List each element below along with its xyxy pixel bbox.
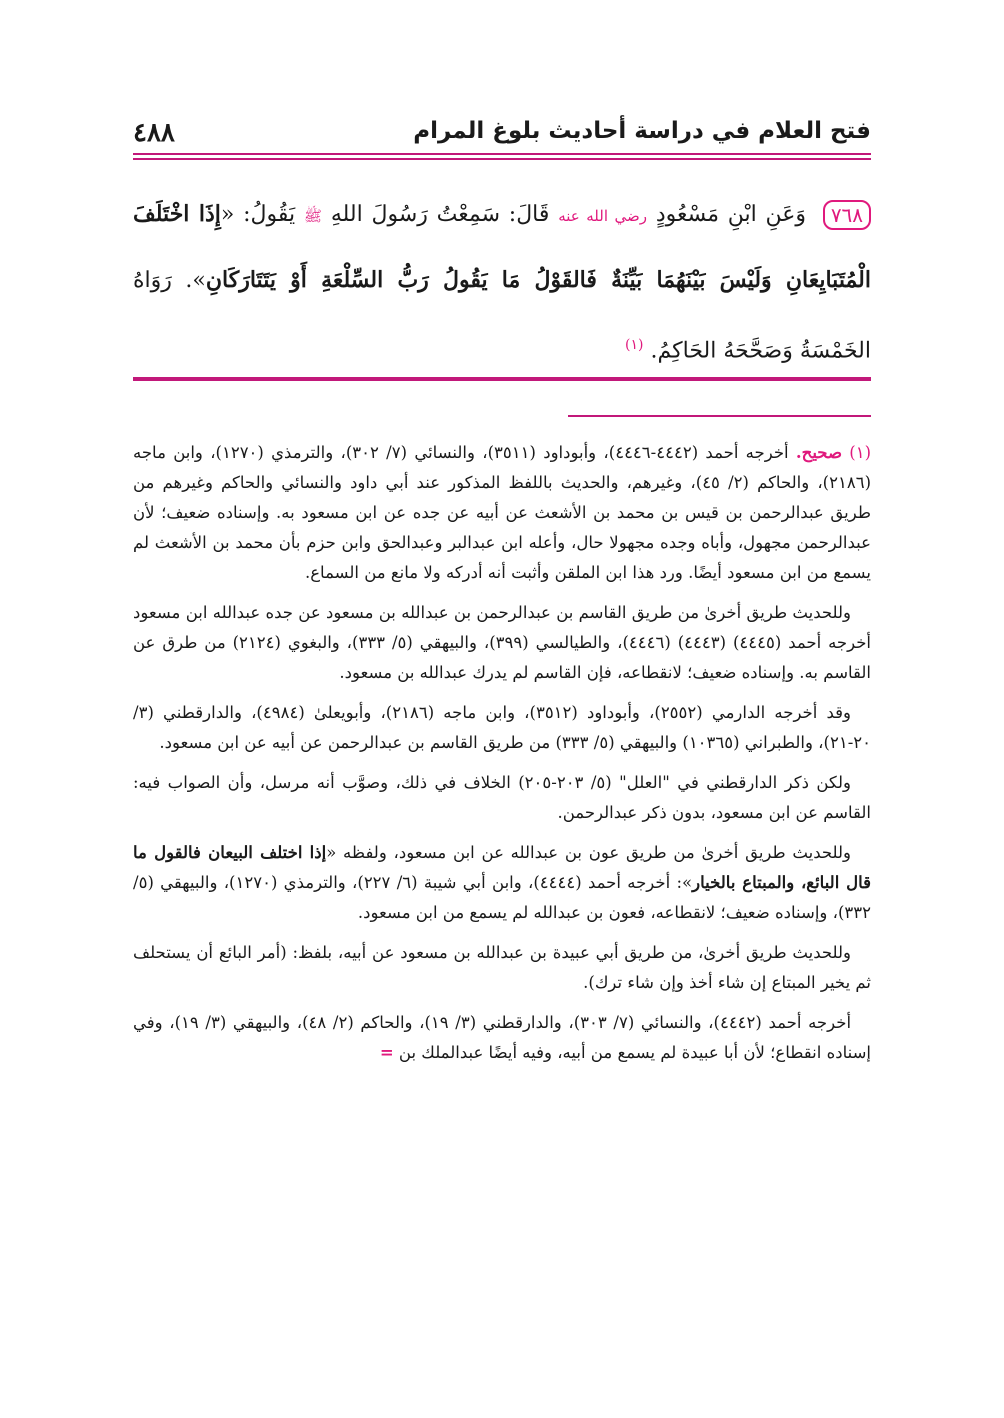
- footnote-text: »: أخرجه أحمد (٤٤٤٤)، وابن أبي شيبة (٦/ ٢٢٧)، والترمذي (١٢٧٠)، والبيهقي (٥/ ٣٣٢)، وإسناده ضعيف؛ لانقطاعه، فعون بن عبدالله لم يسمع من ابن مسعود.: [133, 873, 871, 922]
- footnote-text: وللحديث طريق أخرىٰ من طريق عون بن عبدالله عن ابن مسعود، ولفظه «: [326, 843, 851, 862]
- footnote-paragraph: وللحديث طريق أخرىٰ من طريق القاسم بن عبدالرحمن بن عبدالله بن مسعود عن جده عبدالله ابن مسعود أخرجه أحمد (٤٤٤٥) (٤٤٤٣) (٤٤٤٦)، والطيالسي (٣٩٩)، والبيهقي (٥/ ٣٣٣)، والبغوي (٢١٢٤) من طرق عن القاسم به. وإسناده ضعيف؛ لانقطاعه، فإن القاسم لم يدرك عبدالله بن مسعود.: [133, 603, 872, 682]
- footnote-reference: (١): [625, 337, 644, 353]
- footnote-separator: [568, 415, 871, 417]
- footnote-paragraph: ولكن ذكر الدارقطني في "العلل" (٥/ ٢٠٣-٢٠٥) الخلاف في ذلك، وصوَّب أنه مرسل، وأن الصواب فيه: القاسم عن ابن مسعود، بدون ذكر عبدالرحمن.: [133, 773, 871, 822]
- hadith-before-matn: يَقُولُ: «: [220, 202, 296, 227]
- page-header: [133, 112, 871, 150]
- footnote-text: أخرجه أحمد (٤٤٤٢)، والنسائي (٧/ ٣٠٣)، والدارقطني (٣/ ١٩)، والحاكم (٢/ ٤٨)، والبيهقي (٣/ ١٩)، وفي إسناده انقطاع؛ لأن أبا عبيدة لم يسمع من أبيه، وفيه أيضًا عبدالملك بن: [133, 1013, 871, 1062]
- hadith-narration: قَالَ: سَمِعْتُ رَسُولَ اللهِ: [330, 202, 550, 227]
- salutation-mark: ﷺ: [303, 207, 323, 225]
- hadith-matn: إِذَا اخْتَلَفَ الْمُتَبَايِعَانِ وَلَيْسَ بَيْنَهُمَا بَيِّنَةٌ فَالقَوْلُ مَا يَقُولُ رَبُّ السِّلْعَةِ أَوْ يَتَتَارَكَانِ: [133, 201, 871, 293]
- footnote-paragraph: [133, 1008, 871, 1068]
- footnote-paragraph: [133, 838, 871, 928]
- header-rule-bottom: [133, 158, 871, 160]
- hadith-source: ». رَوَاهُ الخَمْسَةُ وَصَحَّحَهُ الحَاكِمُ.: [133, 268, 871, 364]
- page-number: ٤٨٨: [133, 118, 175, 148]
- footnote-paragraph: وللحديث طريق أخرىٰ، من طريق أبي عبيدة بن عبدالله بن مسعود عن أبيه، بلفظ: (أمر البائع أن يستحلف ثم يخير المبتاع إن شاء أخذ وإن شاء ترك).: [133, 943, 871, 992]
- hadith-bottom-rule: [133, 377, 871, 381]
- footnotes: [133, 438, 871, 1078]
- footnote-paragraph: [133, 438, 871, 588]
- footnote-number: (١): [849, 443, 872, 462]
- footnote-paragraph: وقد أخرجه الدارمي (٢٥٥٢)، وأبوداود (٣٥١٢)، وابن ماجه (٢١٨٦)، وأبويعلىٰ (٤٩٨٤)، والدارقطني (٣/ ٢٠-٢١)، والطبراني (١٠٣٦٥) والبيهقي (٥/ ٣٣٣) من طريق القاسم بن عبدالرحمن عن أبيه عن ابن مسعود.: [133, 703, 871, 752]
- hadith-intro: وَعَنِ ابْنِ مَسْعُودٍ: [655, 202, 807, 227]
- hadith-number-badge: ٧٦٨: [823, 200, 871, 230]
- continuation-mark: =: [379, 1043, 394, 1062]
- hadith-grade: صحيح.: [795, 443, 842, 462]
- hadith-text: [133, 182, 871, 383]
- honorific-mark: رضي الله عنه: [558, 207, 648, 225]
- footnote-text: أخرجه أحمد (٤٤٤٢-٤٤٤٦)، وأبوداود (٣٥١١)، والنسائي (٧/ ٣٠٢)، والترمذي (١٢٧٠)، وابن ماجه (٢١٨٦)، والحاكم (٢/ ٤٥)، وغيرهم، والحديث باللفظ المذكور عند أبي داود والنسائي والحاكم وغيرهم من طريق عبدالرحمن بن قيس بن محمد بن الأشعث عن أبيه عن جده عن ابن مسعود به. وإسناده ضعيف؛ لأن عبدالرحمن مجهول، وأباه وجده مجهولا حال، وأعله ابن عبدالبر وعبدالحق وابن حزم بأن محمد بن الأشعث لم يسمع من ابن مسعود أيضًا. ورد هذا ابن الملقن وأثبت أنه أدركه ولا مانع من السماع.: [133, 443, 871, 582]
- header-rule-top: [133, 153, 871, 155]
- book-title: فتح العلام في دراسة أحاديث بلوغ المرام: [413, 118, 871, 144]
- hadith-quote: إذا اختلف البيعان فالقول ما قال البائع، والمبتاع بالخيار: [133, 843, 871, 892]
